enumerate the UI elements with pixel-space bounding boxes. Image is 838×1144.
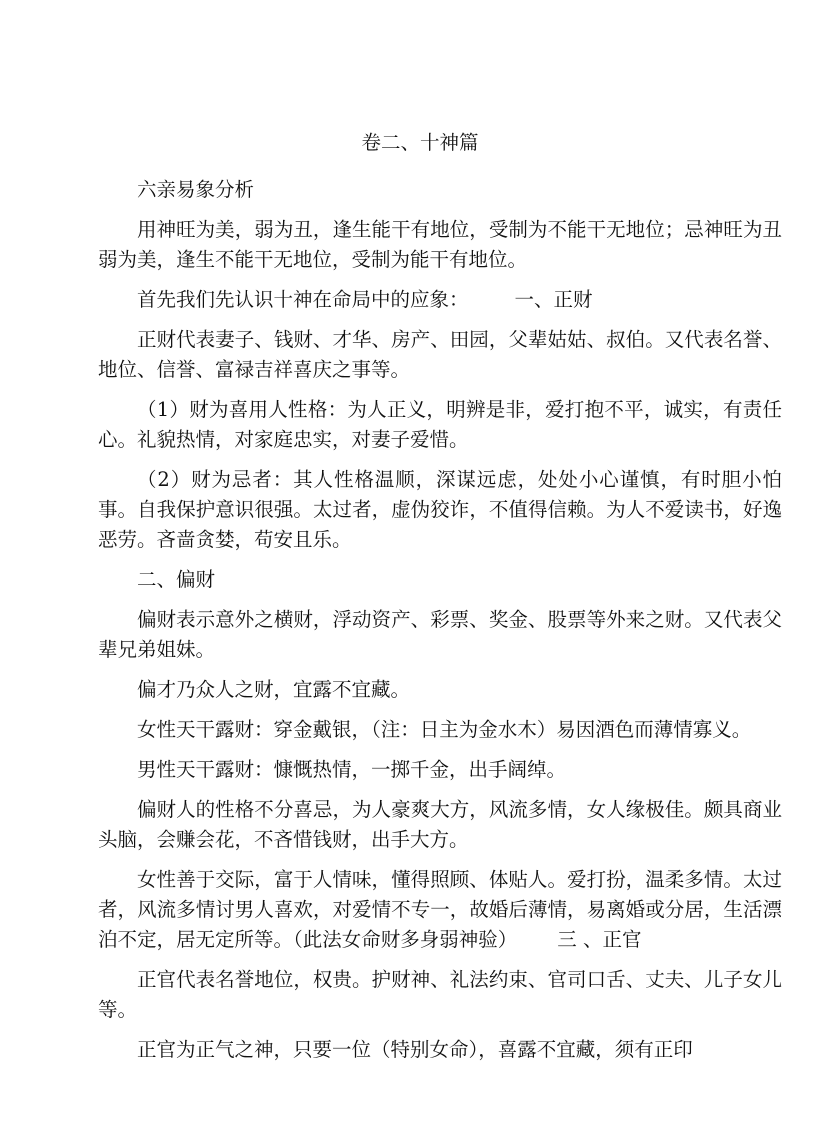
section-heading: 六亲易象分析 xyxy=(137,178,255,201)
section-heading: 二、偏财 xyxy=(137,568,216,591)
paragraph xyxy=(98,285,782,315)
heading-zhengcai: 一、正财 xyxy=(514,288,593,311)
paragraph: 偏才乃众人之财，宜露不宜藏。 xyxy=(137,678,411,701)
heading-zhengguan: 三 、正官 xyxy=(557,928,642,951)
paragraph: 正官为正气之神，只要一位（特别女命），喜露不宜藏，须有正印 xyxy=(137,1038,693,1061)
paragraph: 偏财人的性格不分喜忌，为人豪爽大方，风流多情，女人缘极佳。颇具商业头脑，会赚会花，不吝惜钱财，出手大方。 xyxy=(98,798,782,851)
paragraph: 正财代表妻子、钱财、才华、房产、田园，父辈姑姑、叔伯。又代表名誉、地位、信誉、富禄吉祥喜庆之事等。 xyxy=(98,328,782,381)
intro-text: 首先我们先认识十神在命局中的应象： xyxy=(137,288,469,311)
paragraph: （2）财为忌者：其人性格温顺，深谋远虑，处处小心谨慎，有时胆小怕事。自我保护意识很强。太过者，虚伪狡诈，不值得信赖。为人不爱读书，好逸恶劳。吝啬贪婪，苟安且乐。 xyxy=(98,468,782,551)
paragraph xyxy=(98,865,782,955)
paragraph: 男性天干露财：慷慨热情，一掷千金，出手阔绰。 xyxy=(137,758,567,781)
paragraph-text: 女性善于交际，富于人情味，懂得照顾、体贴人。爱打扮，温柔多情。太过者，风流多情讨男人喜欢，对爱情不专一，故婚后薄情，易离婚或分居，生活漂泊不定，居无定所等。（此法女命财多身弱神验） xyxy=(98,868,782,951)
paragraph: 女性天干露财：穿金戴银，（注：日主为金水木）易因酒色而薄情寡义。 xyxy=(137,718,752,741)
chapter-title: 卷二、十神篇 xyxy=(361,131,479,154)
paragraph: 偏财表示意外之横财，浮动资产、彩票、奖金、股票等外来之财。又代表父辈兄弟姐妹。 xyxy=(98,608,782,661)
paragraph: 正官代表名誉地位，权贵。护财神、礼法约束、官司口舌、丈夫、儿子女儿等。 xyxy=(98,968,782,1021)
paragraph: （1）财为喜用人性格：为人正义，明辨是非，爱打抱不平，诚实，有责任心。礼貌热情，对家庭忠实，对妻子爱惜。 xyxy=(98,398,782,451)
paragraph: 用神旺为美，弱为丑，逢生能干有地位，受制为不能干无地位；忌神旺为丑弱为美，逢生不能干无地位，受制为能干有地位。 xyxy=(98,218,782,271)
